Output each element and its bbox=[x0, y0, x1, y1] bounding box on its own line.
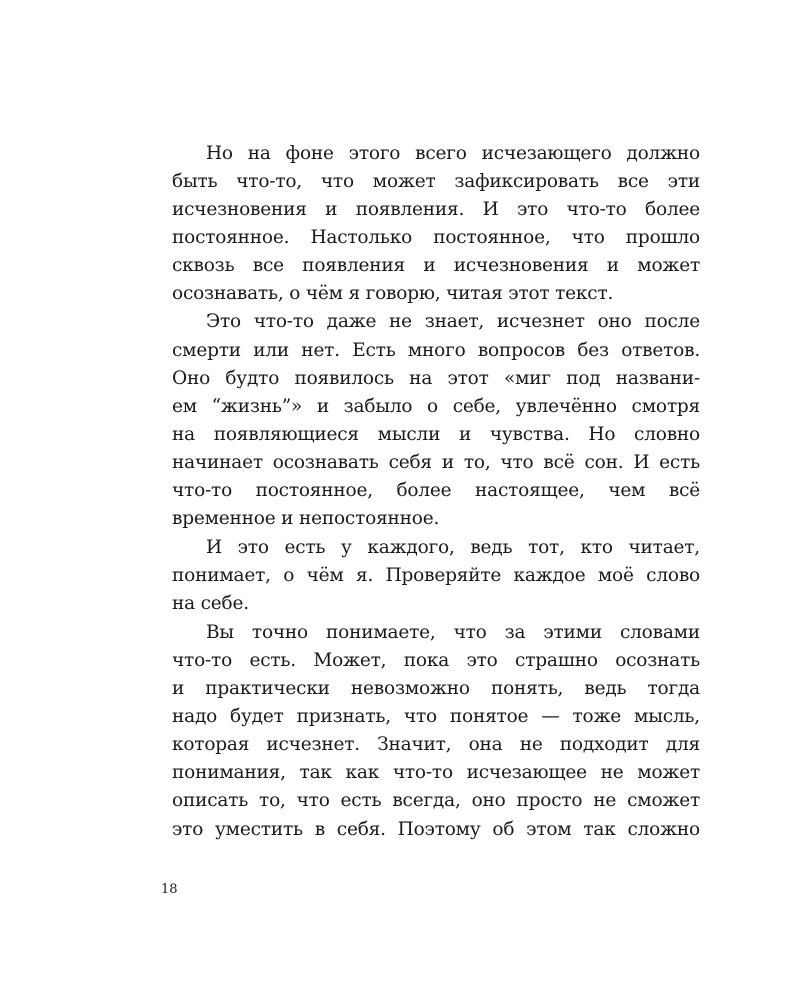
page-number: 18 bbox=[161, 882, 178, 897]
text-line: и практически невозможно понять, ведь тогда bbox=[172, 678, 700, 699]
text-line: на появляющиеся мысли и чувства. Но словно bbox=[172, 424, 700, 445]
text-line: осознавать, о чём я говорю, читая этот текст. bbox=[172, 283, 614, 304]
text-line: начинает осознавать себя и то, что всё сон. И есть bbox=[172, 452, 700, 473]
text-line: сквозь все появления и исчезновения и может bbox=[172, 255, 700, 276]
text-line: что-то есть. Может, пока это страшно осознать bbox=[172, 650, 700, 671]
text-line: надо будет признать, что понятое — тоже мысль, bbox=[172, 706, 700, 727]
text-line: временное и непостоянное. bbox=[172, 508, 440, 529]
text-line: И это есть у каждого, ведь тот, кто читает, bbox=[206, 537, 700, 558]
text-line: описать то, что есть всегда, оно просто не сможет bbox=[172, 790, 700, 811]
text-line: Оно будто появилось на этот «миг под названи- bbox=[172, 368, 700, 389]
text-line: исчезновения и появления. И это что-то более bbox=[172, 199, 700, 220]
text-line: быть что-то, что может зафиксировать все эти bbox=[172, 171, 700, 192]
text-line: на себе. bbox=[172, 593, 249, 614]
text-line: Но на фоне этого всего исчезающего должно bbox=[206, 143, 700, 164]
text-line: это уместить в себя. Поэтому об этом так сложно bbox=[172, 819, 700, 840]
text-line: понимает, о чём я. Проверяйте каждое моё слово bbox=[172, 565, 700, 586]
text-line: смерти или нет. Есть много вопросов без ответов. bbox=[172, 340, 700, 361]
text-line: постоянное. Настолько постоянное, что прошло bbox=[172, 227, 700, 248]
text-line: Это что-то даже не знает, исчезнет оно после bbox=[206, 311, 700, 332]
text-line: которая исчезнет. Значит, она не подходит для bbox=[172, 734, 700, 755]
text-line: ем “жизнь”» и забыло о себе, увлечённо смотря bbox=[172, 396, 700, 417]
text-line: понимания, так как что-то исчезающее не может bbox=[172, 762, 700, 783]
text-line: Вы точно понимаете, что за этими словами bbox=[206, 622, 700, 643]
text-line: что-то постоянное, более настоящее, чем всё bbox=[172, 480, 700, 501]
